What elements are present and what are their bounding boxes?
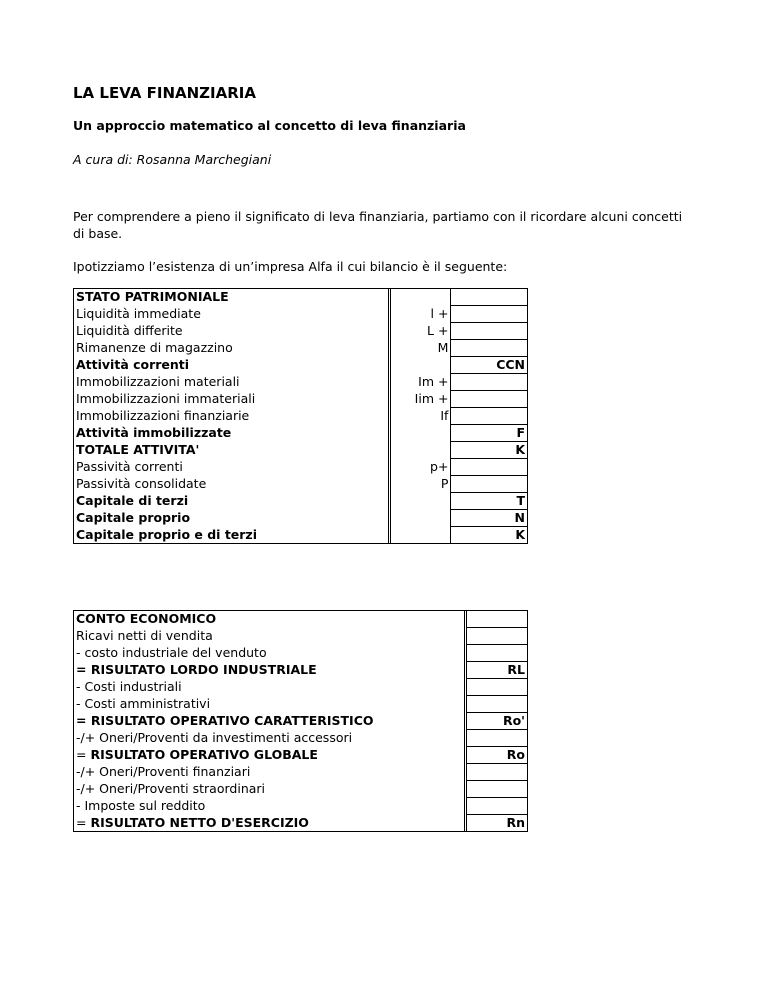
sp-row-label: Capitale di terzi xyxy=(74,493,389,510)
ce-row xyxy=(74,781,528,798)
sp-row xyxy=(74,289,528,306)
sp-row-label: STATO PATRIMONIALE xyxy=(74,289,389,306)
ce-row xyxy=(74,645,528,662)
ce-row-value-total xyxy=(466,781,527,798)
ce-row-value-total: RL xyxy=(466,662,527,679)
sp-row xyxy=(74,357,528,374)
sp-row-value-detail xyxy=(391,527,451,544)
document-title: LA LEVA FINANZIARIA xyxy=(73,84,256,102)
ce-row xyxy=(74,747,528,764)
sp-row-value-detail: M xyxy=(391,340,451,357)
sp-row-value-total xyxy=(451,289,528,306)
ce-row-value-total xyxy=(466,764,527,781)
sp-row-value-detail: L + xyxy=(391,323,451,340)
sp-row-value-total: N xyxy=(451,510,528,527)
ce-row-label: = RISULTATO OPERATIVO CARATTERISTICO xyxy=(76,713,374,728)
sp-row-value-total: T xyxy=(451,493,528,510)
document-author: A cura di: Rosanna Marchegiani xyxy=(73,152,272,167)
ce-row-label: -/+ Oneri/Proventi straordinari xyxy=(76,781,266,796)
ce-row-value-total xyxy=(466,798,527,815)
ce-row-label: - Imposte sul reddito xyxy=(76,798,206,813)
ce-row-prefix: = xyxy=(76,814,91,830)
sp-row-value-detail xyxy=(391,289,451,306)
ce-row-label-cell xyxy=(74,679,465,696)
sp-row xyxy=(74,408,528,425)
sp-row-value-total xyxy=(451,374,528,391)
sp-row-value-total: F xyxy=(451,425,528,442)
sp-row-label: Liquidità differite xyxy=(74,323,389,340)
ce-row-value-total xyxy=(466,611,527,628)
sp-row-value-detail: If xyxy=(391,408,451,425)
document-subtitle: Un approccio matematico al concetto di leva finanziaria xyxy=(73,118,466,133)
sp-row-value-total: CCN xyxy=(451,357,528,374)
sp-row-value-total xyxy=(451,476,528,493)
ce-row xyxy=(74,764,528,781)
ce-row xyxy=(74,798,528,815)
ce-row-label: CONTO ECONOMICO xyxy=(76,611,217,627)
ce-row-label: -/+ Oneri/Proventi da investimenti accessori xyxy=(76,730,353,745)
ce-row-value-total xyxy=(466,628,527,645)
sp-row-value-detail: Iim + xyxy=(391,391,451,408)
ce-row-label: - costo industriale del venduto xyxy=(76,645,267,660)
sp-row-value-detail xyxy=(391,442,451,459)
ce-row-value-total: Rn xyxy=(466,815,527,832)
ce-row-label-cell xyxy=(74,798,465,815)
ce-row-label: = RISULTATO LORDO INDUSTRIALE xyxy=(76,662,317,677)
ce-row-label-cell xyxy=(74,815,465,832)
sp-row-label: Capitale proprio xyxy=(74,510,389,527)
sp-row-value-detail xyxy=(391,510,451,527)
sp-row-label: Passività correnti xyxy=(74,459,389,476)
sp-row-value-detail: l + xyxy=(391,306,451,323)
ce-row xyxy=(74,679,528,696)
sp-row-value-detail: Im + xyxy=(391,374,451,391)
sp-row xyxy=(74,476,528,493)
sp-row-value-total xyxy=(451,340,528,357)
sp-row xyxy=(74,425,528,442)
ce-row-label-cell xyxy=(74,645,465,662)
ce-row-label-cell xyxy=(74,696,465,713)
ce-row-label: -/+ Oneri/Proventi finanziari xyxy=(76,764,251,779)
stato-patrimoniale-table xyxy=(73,288,528,544)
ce-row-label-cell xyxy=(74,730,465,747)
sp-row xyxy=(74,374,528,391)
ce-row-value-total: Ro xyxy=(466,747,527,764)
ce-row-label: RISULTATO NETTO D'ESERCIZIO xyxy=(90,814,309,830)
ce-row-label: - Costi amministrativi xyxy=(76,696,211,711)
lead-paragraph: Ipotizziamo l’esistenza di un’impresa Alfa il cui bilancio è il seguente: xyxy=(73,259,508,274)
sp-row xyxy=(74,323,528,340)
ce-row-value-total xyxy=(466,696,527,713)
ce-row xyxy=(74,628,528,645)
sp-row xyxy=(74,493,528,510)
ce-row-value-total xyxy=(466,679,527,696)
sp-row-value-total: K xyxy=(451,442,528,459)
sp-row-value-detail xyxy=(391,493,451,510)
ce-row-label-cell xyxy=(74,662,465,679)
sp-row-label: Immobilizzazioni finanziarie xyxy=(74,408,389,425)
ce-row-label-cell xyxy=(74,781,465,798)
ce-row xyxy=(74,662,528,679)
sp-row xyxy=(74,340,528,357)
intro-paragraph: Per comprendere a pieno il significato di leva finanziaria, partiamo con il ricordare alcuni concetti di base. xyxy=(73,209,683,241)
sp-row-value-total xyxy=(451,306,528,323)
ce-row-label-cell xyxy=(74,713,465,730)
sp-row xyxy=(74,459,528,476)
sp-row-label: Attività immobilizzate xyxy=(74,425,389,442)
sp-row-label: TOTALE ATTIVITA' xyxy=(74,442,389,459)
ce-row-label-cell xyxy=(74,764,465,781)
ce-row-label-cell xyxy=(74,611,465,628)
sp-row-value-detail xyxy=(391,425,451,442)
sp-row-label: Passività consolidate xyxy=(74,476,389,493)
sp-row-value-total xyxy=(451,408,528,425)
ce-row-label: - Costi industriali xyxy=(76,679,182,694)
ce-row xyxy=(74,713,528,730)
ce-row xyxy=(74,730,528,747)
sp-row xyxy=(74,527,528,544)
sp-row xyxy=(74,510,528,527)
sp-row-value-total: K xyxy=(451,527,528,544)
ce-row-value-total xyxy=(466,645,527,662)
ce-row-value-total xyxy=(466,730,527,747)
ce-row xyxy=(74,815,528,832)
sp-row xyxy=(74,306,528,323)
ce-row-label: RISULTATO OPERATIVO GLOBALE xyxy=(90,747,318,762)
ce-row-label-cell xyxy=(74,628,465,645)
sp-row-value-detail: P xyxy=(391,476,451,493)
sp-row-value-total xyxy=(451,459,528,476)
sp-row-label: Immobilizzazioni materiali xyxy=(74,374,389,391)
sp-row-label: Capitale proprio e di terzi xyxy=(74,527,389,544)
sp-row xyxy=(74,391,528,408)
ce-row-prefix: = xyxy=(76,747,91,762)
sp-row-label: Attività correnti xyxy=(74,357,389,374)
sp-row xyxy=(74,442,528,459)
ce-row-value-total: Ro' xyxy=(466,713,527,730)
conto-economico-table xyxy=(73,610,528,832)
ce-row-label: Ricavi netti di vendita xyxy=(76,628,213,643)
sp-row-value-total xyxy=(451,323,528,340)
ce-row xyxy=(74,696,528,713)
sp-row-label: Liquidità immediate xyxy=(74,306,389,323)
sp-row-value-detail: p+ xyxy=(391,459,451,476)
sp-row-value-total xyxy=(451,391,528,408)
sp-row-label: Immobilizzazioni immateriali xyxy=(74,391,389,408)
sp-row-value-detail xyxy=(391,357,451,374)
sp-row-label: Rimanenze di magazzino xyxy=(74,340,389,357)
ce-row-label-cell xyxy=(74,747,465,764)
ce-row xyxy=(74,611,528,628)
